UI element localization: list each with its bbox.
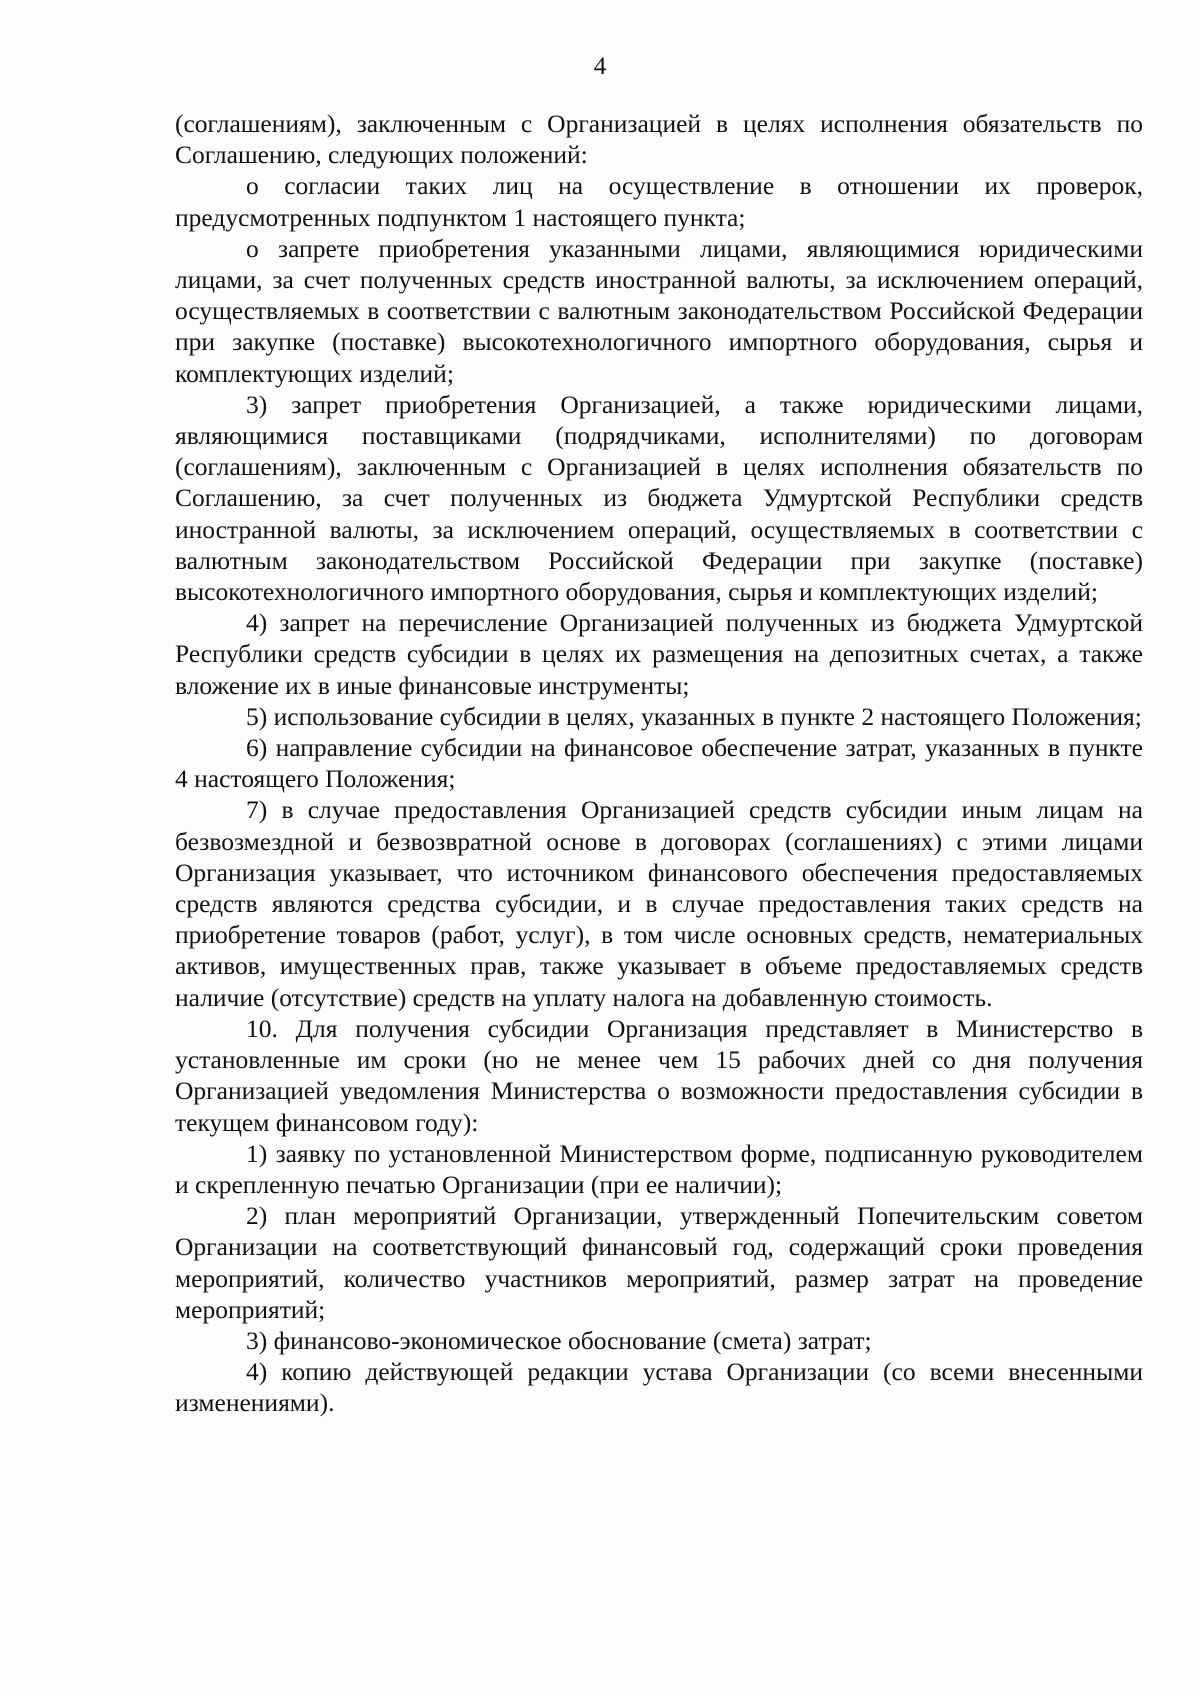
paragraph: 2) план мероприятий Организации, утвержденный Попечительским советом Организации на соответствующий финансовый год, содержащий сроки проведения мероприятий, количество участников мероприятий, размер затрат на проведение мероприятий; <box>175 1201 1143 1324</box>
paragraph: о запрете приобретения указанными лицами, являющимися юридическими лицами, за счет полученных средств иностранной валюты, за исключением операций, осуществляемых в соответствии с валютным законодательством Российской Федерации при закупке (поставке) высокотехнологичного импортного оборудования, сырья и комплектующих изделий; <box>175 233 1143 388</box>
paragraph: 3) финансово-экономическое обоснование (смета) затрат; <box>246 1325 872 1355</box>
paragraph: 3) запрет приобретения Организацией, а также юридическими лицами, являющимися поставщиками (подрядчиками, исполнителями) по договорам (соглашениям), заключенным с Организацией в целях исполнения обязательств по Соглашению, за счет полученных из бюджета Удмуртской Республики средств иностранной валюты, за исключением операций, осуществляемых в соответствии с валютным законодательством Российской Федерации при закупке (поставке) высокотехнологичного импортного оборудования, сырья и комплектующих изделий; <box>175 389 1143 607</box>
paragraph: 7) в случае предоставления Организацией средств субсидии иным лицам на безвозмездной и безвозвратной основе в договорах (соглашениях) с этими лицами Организация указывает, что источником финансового обеспечения предоставляемых средств являются средства субсидии, и в случае предоставления таких средств на приобретение товаров (работ, услуг), в том числе основных средств, нематериальных активов, имущественных прав, также указывает в объеме предоставляемых средств наличие (отсутствие) средств на уплату налога на добавленную стоимость. <box>175 795 1143 1012</box>
paragraph: о согласии таких лиц на осуществление в отношении их проверок, предусмотренных подпунктом 1 настоящего пункта; <box>175 171 1143 232</box>
document-body <box>175 108 1143 1419</box>
paragraph: 4) копию действующей редакции устава Организации (со всеми внесенными изменениями). <box>175 1357 1143 1418</box>
paragraph: 4) запрет на перечисление Организацией полученных из бюджета Удмуртской Республики средств субсидии в целях их размещения на депозитных счетах, а также вложение их в иные финансовые инструменты; <box>175 608 1143 700</box>
page-number: 4 <box>593 53 607 80</box>
paragraph: 10. Для получения субсидии Организация представляет в Министерство в установленные им сроки (но не менее чем 15 рабочих дней со дня получения Организацией уведомления Министерства о возможности предоставления субсидии в текущем финансовом году): <box>175 1013 1143 1137</box>
paragraph: (соглашениям), заключенным с Организацией в целях исполнения обязательств по Соглашению, следующих положений: <box>175 109 1143 170</box>
paragraph: 6) направление субсидии на финансовое обеспечение затрат, указанных в пункте 4 настоящего Положения; <box>175 733 1143 794</box>
paragraph: 1) заявку по установленной Министерством форме, подписанную руководителем и скрепленную печатью Организации (при ее наличии); <box>175 1138 1143 1199</box>
paragraph: 5) использование субсидии в целях, указанных в пункте 2 настоящего Положения; <box>246 701 1142 731</box>
